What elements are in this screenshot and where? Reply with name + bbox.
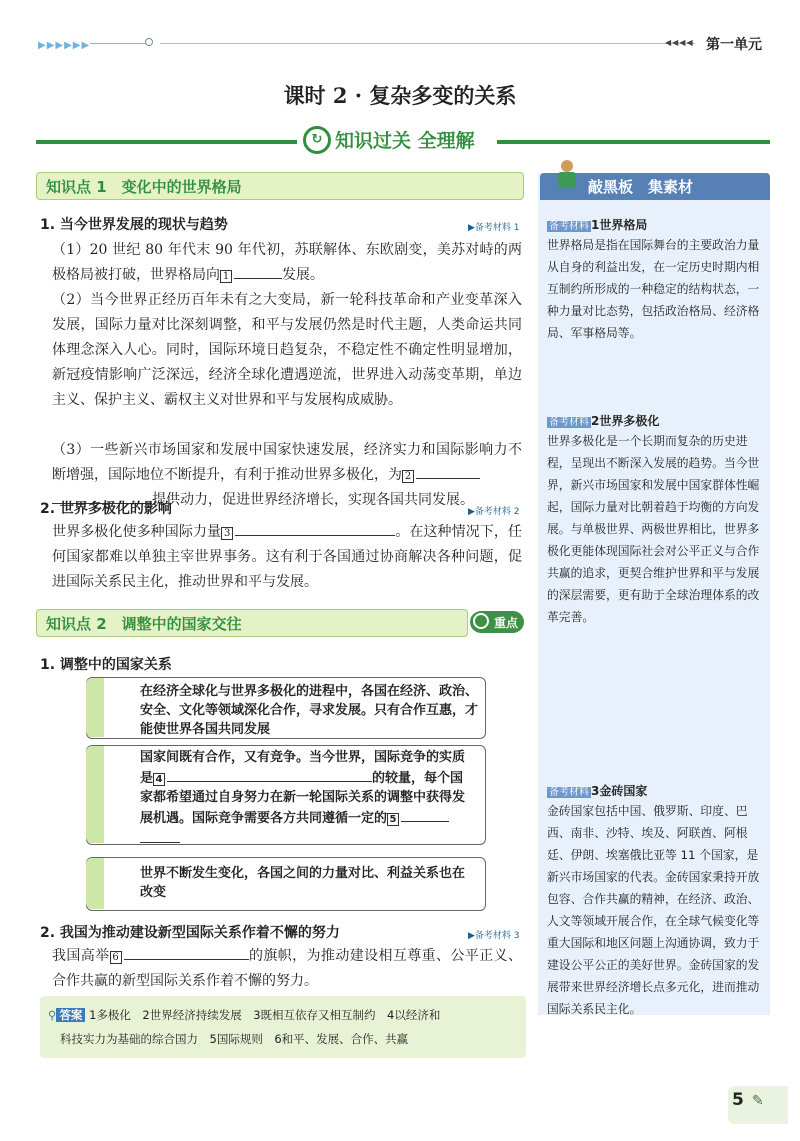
material-tag: 备考材料 [549,787,589,798]
reference-link[interactable]: ▶备考材料 2 [468,507,520,517]
banner-line-left [36,140,298,144]
answers-line-1 [48,1003,524,1027]
key-icon: ⚲ [48,1008,57,1022]
box-text: 世界不断发生变化，各国之间的力量对比、利益关系也在改变 [140,866,466,900]
box-text: 国家间既有合作，又有竞争。当今世界，国际竞争的实质是 4 的较量，每个国家都希望通过自身努力在新一轮国际关系的调整中获得发展机遇。国际竞争需要各方共同遵循一定的 5 [140,748,476,849]
answers-line-2: 科技实力为基础的综合国力 5国际规则 6和平、发展、合作、共赢 [60,1032,409,1046]
material-title: 2世界多极化 [591,414,660,428]
paragraph: （2）当今世界正经历百年未有之大变局，新一轮科技革命和产业变革深入发展，国际力量对比深刻调整，和平与发展仍然是时代主题，人类命运共同体理念深入人心。同时，国际环境日趋复杂，不稳定性不确定性明显增加，新冠疫情影响广泛深远，经济全球化遭遇逆流，世界进入动荡变革期，单边主义、保护主义、霸权主义对世界和平与发展构成威胁。 [52,292,522,408]
section-title: 1. 调整中的国家关系 [40,657,172,673]
key-point-badge [470,611,524,633]
teacher-icon [556,160,578,196]
header-line-right [160,43,695,44]
material-title: 1世界格局 [591,218,648,232]
header-circle [145,38,153,46]
banner-title: 知识过关 全理解 [335,130,475,152]
paragraph: 我国高举 6 的旗帜，为推动建设相互尊重、公平正义、合作共赢的新型国际关系作着不懈的努力。 [52,944,522,994]
section-title: 2. 我国为推动建设新型国际关系作着不懈的努力 [40,925,340,941]
pencil-icon: ✎ [752,1093,764,1109]
material-1-heading [547,214,647,233]
paragraph: 世界多极化使多种国际力量 3 。在这种情况下，任何国家都难以单独主宰世界事务。这有利于各国通过协商解决各种问题，促进国际关系民主化，推动世界和平与发展。 [52,520,522,595]
refresh-icon: ↻ [303,126,331,154]
paragraph: （1）20 世纪 80 年代末 90 年代初，苏联解体、东欧剧变，美苏对峙的两极格局被打破，世界格局向 1 发展。 [52,242,522,283]
box-tab [86,678,104,737]
material-tag: 备考材料 [549,417,589,428]
side-panel-title: 敲黑板 集素材 [588,178,694,196]
reference-link[interactable]: ▶备考材料 3 [468,931,520,941]
header-dots: ▶▶▶▶▶▶ [38,40,91,51]
box-tab [86,858,104,909]
badge-label: 重点 [494,616,519,630]
knowledge-point-2-label: 知识点 2 调整中的国家交往 [46,615,242,633]
knowledge-point-1-label: 知识点 1 变化中的世界格局 [46,178,242,196]
lesson-title: 课时 2 · 复杂多变的关系 [283,83,517,108]
section-title: 1. 当今世界发展的现状与趋势 [40,217,228,233]
answers-label: 答案 [56,1008,85,1022]
section-title: 2. 世界多极化的影响 [40,501,172,517]
page-number: 5 [732,1090,744,1110]
material-1-text: 世界格局是指在国际舞台的主要政治力量从自身的利益出发，在一定历史时期内相互制约所形成的一种稳定的结构状态，一种力量对比态势，包括政治格局、经济格局、军事格局等。 [547,238,760,340]
box-text: 在经济全球化与世界多极化的进程中，各国在经济、政治、安全、文化等领域深化合作，寻求发展。只有合作互惠，才能使世界各国共同发展 [140,684,479,737]
banner-line-right [497,140,770,144]
material-3-heading [547,780,647,799]
reference-link[interactable]: ▶备考材料 1 [468,223,520,233]
box-tab [86,746,104,843]
material-3-text: 金砖国家包括中国、俄罗斯、印度、巴西、南非、沙特、埃及、阿联酋、阿根廷、伊朗、埃塞俄比亚等 11 个国家，是新兴市场国家的代表。金砖国家秉持开放包容、合作共赢的精神，在经济、政治、人文等领域开展合作，在全球气候变化等重大国际和地区问题上沟通协调，致力于建设公平公正的美好世界。金砖国家的发展带来世界经济增长点多元化，进而推动国际关系民主化。 [547,804,760,1016]
unit-label: 第一单元 [706,37,762,53]
material-2-heading [547,410,659,429]
header-dots-right: ◀◀◀◀ [665,38,694,47]
header-line-left [90,43,145,44]
paragraph: （3）一些新兴市场国家和发展中国家快速发展，经济实力和国际影响力不断增强，国际地位不断提升，有利于推动世界多极化，为 2 提供动力，促进世界经济增长，实现各国共同发展。 [52,442,522,508]
material-2-text: 世界多极化是一个长期而复杂的历史进程，呈现出不断深入发展的趋势。当今世界，新兴市场国家和发展中国家群体性崛起，国际力量对比朝着趋于均衡的方向发展。与单极世界、两极世界相比，世界多极化更能体现国际社会对公平正义与合作共赢的追求，更契合维护世界和平与发展的深层需要，更有助于全球治理体系的改革完善。 [547,434,760,624]
material-title: 3金砖国家 [591,784,648,798]
answers-text: 1多极化 2世界经济持续发展 3既相互依存又相互制约 4以经济和 [89,1008,441,1022]
material-tag: 备考材料 [549,221,589,232]
target-icon [473,613,489,629]
